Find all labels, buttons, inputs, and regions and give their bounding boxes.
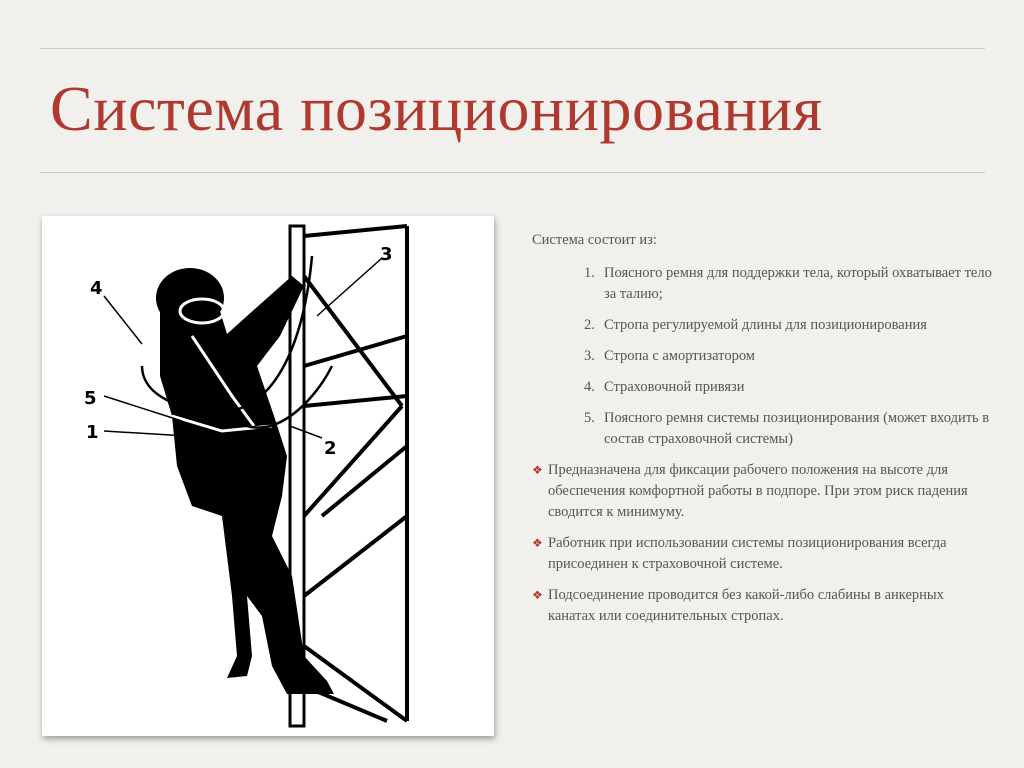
bullet-item [532,533,992,575]
worker-positioning-illustration [42,216,494,736]
slide-content [532,230,992,637]
diamond-bullet-icon: ❖ [532,588,543,602]
bullet-text: Подсоединение проводится без какой-либо слабины в анкерных канатах или соединительных стропах. [548,587,944,624]
components-list [532,263,992,450]
bottom-rule [40,172,985,173]
diamond-bullet-icon: ❖ [532,463,543,477]
illustration-frame [42,216,494,736]
list-item: Страховочной привязи [604,379,745,395]
label-2: 2 [324,438,337,459]
bullet-item [532,585,992,627]
bullet-list [532,460,992,627]
label-3: 3 [380,244,393,265]
bullet-item [532,460,992,523]
diamond-bullet-icon: ❖ [532,536,543,550]
list-item: Стропа с амортизатором [604,348,755,364]
slide-title: Система позиционирования [50,73,823,144]
list-item: Стропа регулируемой длины для позиционирования [604,317,927,333]
list-item: Поясного ремня для поддержки тела, который охватывает тело за талию; [604,265,992,302]
top-rule [40,48,985,49]
label-4: 4 [90,278,103,299]
label-5: 5 [84,388,97,409]
label-1: 1 [86,422,99,443]
bullet-text: Работник при использовании системы позиционирования всегда присоединен к страховочной системе. [548,535,947,572]
list-item: Поясного ремня системы позиционирования (может входить в состав страховочной системы) [604,410,990,447]
intro-text: Система состоит из: [532,232,657,248]
bullet-text: Предназначена для фиксации рабочего положения на высоте для обеспечения комфортной работы в подпоре. При этом риск падения сводится к минимуму. [548,462,968,520]
